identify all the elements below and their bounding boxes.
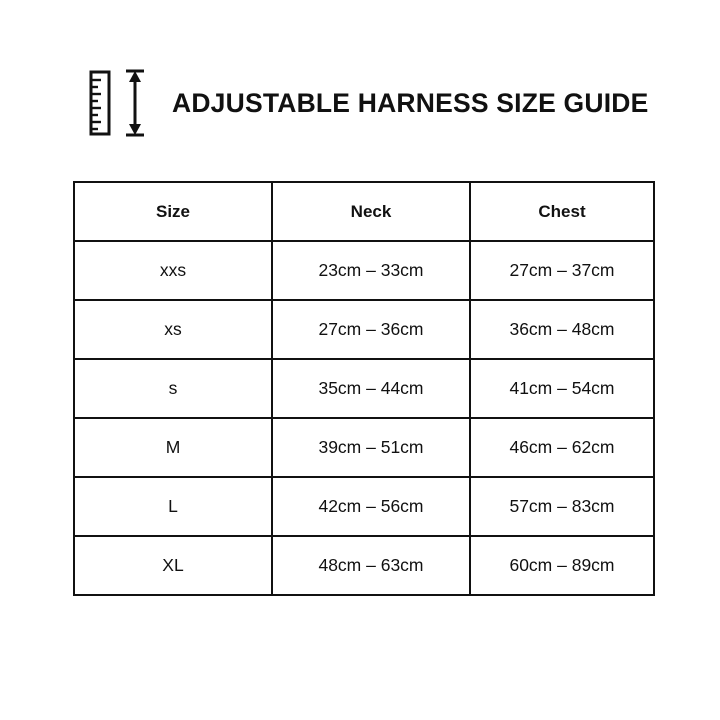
- cell-chest: 36cm – 48cm: [470, 300, 654, 359]
- table-row: [74, 536, 654, 595]
- cell-chest: 60cm – 89cm: [470, 536, 654, 595]
- cell-neck: 27cm – 36cm: [272, 300, 470, 359]
- column-header-neck: Neck: [272, 182, 470, 241]
- cell-size: L: [74, 477, 272, 536]
- ruler-arrow-icon: [88, 68, 150, 138]
- cell-size: xs: [74, 300, 272, 359]
- column-header-size: Size: [74, 182, 272, 241]
- cell-neck: 39cm – 51cm: [272, 418, 470, 477]
- cell-size: XL: [74, 536, 272, 595]
- table-row: [74, 359, 654, 418]
- page-header: [88, 68, 648, 138]
- cell-size: xxs: [74, 241, 272, 300]
- cell-chest: 41cm – 54cm: [470, 359, 654, 418]
- table-row: [74, 477, 654, 536]
- cell-neck: 42cm – 56cm: [272, 477, 470, 536]
- table-row: [74, 418, 654, 477]
- cell-size: s: [74, 359, 272, 418]
- table-row: [74, 300, 654, 359]
- cell-chest: 46cm – 62cm: [470, 418, 654, 477]
- table-row: [74, 241, 654, 300]
- page-title: ADJUSTABLE HARNESS SIZE GUIDE: [172, 87, 649, 118]
- cell-size: M: [74, 418, 272, 477]
- cell-neck: 35cm – 44cm: [272, 359, 470, 418]
- cell-neck: 48cm – 63cm: [272, 536, 470, 595]
- cell-chest: 27cm – 37cm: [470, 241, 654, 300]
- column-header-chest: Chest: [470, 182, 654, 241]
- size-guide-table: [73, 181, 655, 596]
- table-header-row: [74, 182, 654, 241]
- cell-neck: 23cm – 33cm: [272, 241, 470, 300]
- cell-chest: 57cm – 83cm: [470, 477, 654, 536]
